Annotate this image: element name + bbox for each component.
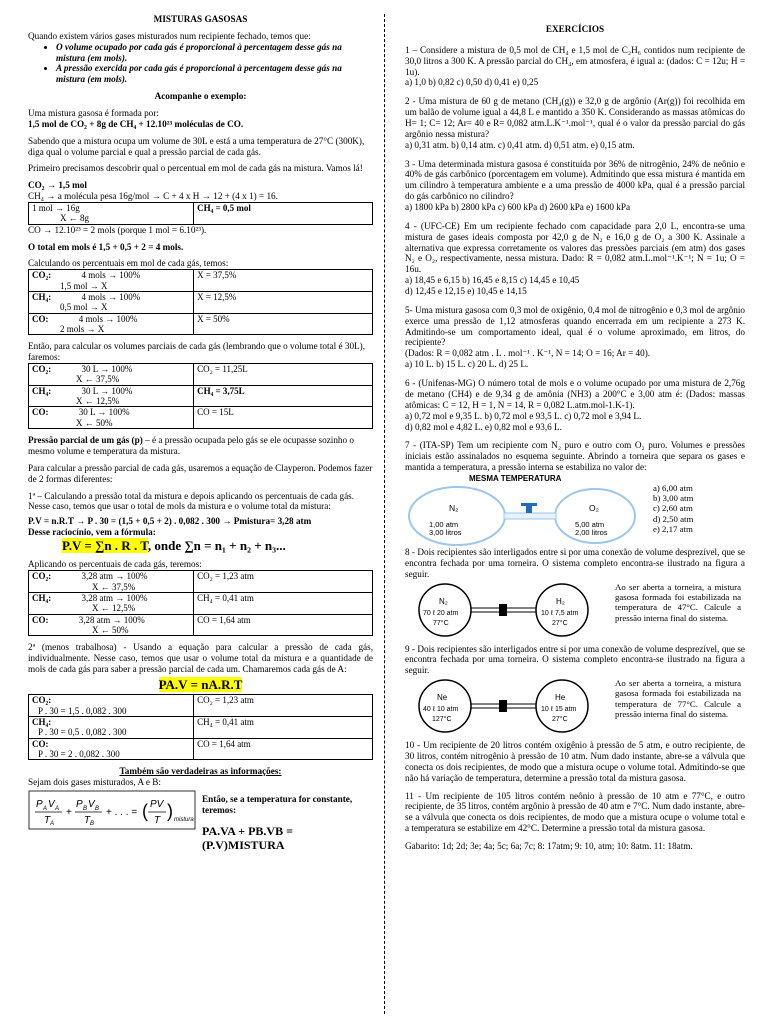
list-item: • O volume ocupado por cada gás é proporcional à percentagem desse gás na mistura (em mols). <box>56 42 373 64</box>
table-cell: 1 mol → 16g X ← 8g <box>29 203 194 225</box>
answer-option: b) 3,00 atm <box>653 493 694 504</box>
svg-text:B: B <box>83 805 88 812</box>
q7-containers-diagram <box>405 473 645 547</box>
svg-text:+: + <box>66 806 72 818</box>
partial-pressure-def: Pressão parcial de um gás (p) – é a pressão ocupada pelo gás se ele ocupasse sozinho o mesmo volume e temperatura da mistura. <box>28 435 355 456</box>
question-11 <box>405 791 745 834</box>
combined-gas-formula-image <box>28 790 196 830</box>
svg-text:Ne: Ne <box>437 693 448 703</box>
volume-intro: Então, para calcular os volumes parciais de cada gás (lembrando que o volume total é 30L), faremos: <box>28 341 366 363</box>
answer-options: a) 0,72 mol e 9,35 L. b) 0,72 mol e 93,5 L. c) 0,72 mol e 3,94 L. <box>405 410 642 421</box>
question-6 <box>405 378 745 432</box>
table-row: CO: 30 L → 100% X ← 50% CO = 15L <box>29 407 373 429</box>
question-10 <box>405 740 745 783</box>
example-paragraph: Sabendo que a mistura ocupa um volume de 30L e está a uma temperatura de 27°C (300K), diga qual o volume parcial e qual a pressão parcial de cada gás. <box>28 135 365 157</box>
formula-partial: PA.V = nA.R.T <box>158 676 243 692</box>
method-1-calc: P.V = n.R.T → P . 30 = (1,5 + 0,5 + 2) . 0,082 . 300 → Pmistura= 3,28 atm <box>28 516 312 527</box>
clayperon-text: Para calcular a pressão parcial de cada gás, usaremos a equação de Clayperon. Podemos fazer de 2 formas diferentes: <box>28 462 373 484</box>
percent-table <box>28 269 373 335</box>
exercises-title: EXERCÍCIOS <box>545 24 605 34</box>
q9-side-text: Ao ser aberta a torneira, a mistura gasosa formada foi estabilizada na temperatura de 77°C. Calcule a pressão interna final do sistema. <box>615 678 741 720</box>
svg-text:127°C: 127°C <box>432 716 452 724</box>
question-text: 10 - Um recipiente de 20 litros contém oxigênio à pressão de 5 atm, e outro recipiente, de 30 litros, contém nitrogênio à pressão de 10 atm. Num dado instante, abre-se a válvula que conecta os dois recipientes, de modo que a mistura ocupe o volume total. Admitindo-se que não há variação de temperatura, determine a pressão total da mistura gasosa. <box>405 740 745 783</box>
question-text: 6 - (Unifenas-MG) O número total de mols e o volume ocupado por uma mistura de 2,76g de metano (CH4) e de 9,34 g de amônia (NH3) a 200°C e 3,00 atm é: (Dados: massas atômicas: C = 12, H = 1, N = 14, R = 0,082 L.atm.mol-1.K-1). <box>405 378 745 410</box>
question-2 <box>405 96 745 150</box>
total-line: O total em mols é 1,5 + 0,5 + 2 = 4 mols. <box>28 241 184 252</box>
constant-temp-text: Então, se a temperatura for constante, teremos: <box>202 793 353 815</box>
co2-line: CO₂ → 1,5 mol <box>28 180 87 191</box>
volume-table <box>28 363 373 429</box>
q8-side-text: Ao ser aberta a torneira, a mistura gasosa formada foi estabilizada na temperatura de 47°C. Calcule a pressão interna final do sistema. <box>615 581 741 623</box>
page-title: MISTURAS GASOSAS <box>153 14 248 24</box>
svg-text:H₂: H₂ <box>556 596 565 606</box>
svg-text:1,00 atm: 1,00 atm <box>429 519 459 529</box>
question-9 <box>405 644 745 735</box>
q9-figure-row <box>405 678 745 734</box>
answer-options: a) 10 L. b) 15 L. c) 20 L. d) 25 L. <box>405 359 529 370</box>
svg-text:N₂: N₂ <box>449 502 459 513</box>
ch4-line: CH₄ → a molécula pesa 16g/mol → C + 4 x H → 12 + (4 x 1) = 16. <box>28 191 278 202</box>
svg-text:PV: PV <box>150 798 164 810</box>
svg-text:A: A <box>50 820 55 827</box>
answer-options: a) 1,0 b) 0,82 c) 0,50 d) 0,41 e) 0,25 <box>405 77 539 88</box>
question-text: 5- Uma mistura gasosa com 0,3 mol de oxigênio, 0,4 mol de nitrogênio e 0,3 mol de argônio exerce uma pressão de 1,12 atmosferas quando encerrada em um recipiente a 273 K. Admitindo-se um comportamento ideal, qual é o volume aproximado, em litros, do recipiente? <box>405 304 745 348</box>
svg-text:): ) <box>167 800 173 821</box>
svg-text:10 ℓ 7,5 atm: 10 ℓ 7,5 atm <box>541 609 579 617</box>
svg-text:A: A <box>55 805 60 812</box>
question-5 <box>405 305 745 370</box>
theory-column <box>28 14 373 852</box>
svg-text:V: V <box>48 798 55 810</box>
ch4-table <box>28 202 373 225</box>
svg-text:T: T <box>154 814 161 826</box>
table-row: CH₄: 4 mols → 100% 0,5 mol → X X = 12,5% <box>29 291 373 313</box>
svg-text:T: T <box>44 814 51 826</box>
table-row: CH₄: 3,28 atm → 100% X ← 12,5% CH₄ = 0,41 atm <box>29 592 373 614</box>
svg-text:A: A <box>43 805 48 812</box>
step-text: Primeiro precisamos descobrir qual o percentual em mol de cada gás na mistura. Vamos lá! <box>28 163 363 174</box>
table-row: CO: 4 mols → 100% 2 mols → X X = 50% <box>29 313 373 335</box>
table-row: CO₂: P . 30 = 1,5 . 0,082 . 300 CO₂ = 1,23 atm <box>29 695 373 717</box>
exercises-column <box>405 14 745 858</box>
properties-list <box>28 42 373 85</box>
question-3 <box>405 159 745 213</box>
example-mixture: 1,5 mol de CO₂ + 8g de CH₄ + 12.10²³ moléculas de CO. <box>28 118 244 129</box>
question-8 <box>405 547 745 638</box>
list-item: • A pressão exercida por cada gás é proporcional à percentagem desse gás na mistura (em mols). <box>56 63 373 85</box>
two-gases-text: Sejam dois gases misturados, A e B: <box>28 777 161 788</box>
q8-figure-row <box>405 582 745 638</box>
table-cell: CH₄ = 0,5 mol <box>194 203 373 225</box>
question-4 <box>405 221 745 297</box>
svg-text:(: ( <box>142 800 148 821</box>
method-2: 2ª (menos trabalhosa) - Usando a equação para calcular a pressão de cada gás, individualmente. Nesse caso, temos que usar o volume total da mistura e a quantidade de mols de cada gás para saber a pressão parcial de cada um. Chamaremos cada gás de A: <box>28 642 373 674</box>
apply-intro: Aplicando os percentuais de cada gás, teremos: <box>28 559 202 570</box>
question-7 <box>405 440 745 547</box>
final-formula-block <box>28 790 373 852</box>
answer-key: Gabarito: 1d; 2d; 3e; 4a; 5c; 6a; 7c; 8: 17atm; 9: 10, atm; 10: 8atm. 11: 18atm. <box>405 840 693 851</box>
answer-option: c) 2,60 atm <box>653 503 693 514</box>
q8-containers-diagram <box>405 582 601 638</box>
answer-options: a) 18,45 e 6,15 b) 16,45 e 8,15 c) 14,45 e 10,45 <box>405 275 580 286</box>
svg-text:P: P <box>76 798 83 810</box>
example-heading: Acompanhe o exemplo: <box>154 91 247 102</box>
co-line: CO → 12.10²³ = 2 mols (porque 1 mol = 6.10²³). <box>28 224 207 235</box>
svg-text:V: V <box>88 798 95 810</box>
intro-text: Quando existem vários gases misturados num recipiente fechado, temos que: <box>28 30 311 41</box>
question-text: 3 - Uma determinada mistura gasosa é constituída por 36% de nitrogênio, 24% de neônio e 40% de gás carbônico (porcentagem em volume). Admitindo que essa mistura é mantida em um cilindro à temperatura ambiente e a uma pressão de 4000 kPa, qual é a pressão parcial do gás carbônico no cilindro? <box>405 158 745 202</box>
svg-text:70 ℓ 20 atm: 70 ℓ 20 atm <box>423 609 459 617</box>
svg-text:mistura: mistura <box>174 816 194 823</box>
answer-options: a) 1800 kPa b) 2800 kPa c) 600 kPa d) 2600 kPa e) 1600 kPa <box>405 202 631 213</box>
svg-text:N₂: N₂ <box>439 596 448 606</box>
answer-option: d) 2,50 atm <box>653 513 694 524</box>
svg-text:B: B <box>90 820 95 827</box>
svg-text:40 ℓ 10 atm: 40 ℓ 10 atm <box>423 706 459 714</box>
table-row: CO: 3,28 atm → 100% X ← 50% CO = 1,64 atm <box>29 614 373 636</box>
question-text: 9 - Dois recipientes são interligados entre si por uma conexão de volume desprezível, que se encontra fechada por uma torneira. O sistema completo encontra-se ilustrado na figura a seguir. <box>405 643 745 676</box>
pct-intro: Calculando os percentuais em mol de cada gás, temos: <box>28 258 229 269</box>
svg-text:O₂: O₂ <box>589 502 599 513</box>
svg-text:MESMA TEMPERATURA: MESMA TEMPERATURA <box>469 473 562 483</box>
question-data: (Dados: R = 0,082 atm . L . mol⁻¹ . K⁻¹, N = 14; O = 16; Ar = 40). <box>405 348 651 359</box>
svg-text:27°C: 27°C <box>552 619 568 627</box>
svg-text:B: B <box>95 805 100 812</box>
answer-options: a) 0,31 atm. b) 0,14 atm. c) 0,41 atm. d) 0,51 atm. e) 0,15 atm. <box>405 139 635 150</box>
question-text: 8 - Dois recipientes são interligados entre si por uma conexão de volume desprezível, que se encontra fechada por uma torneira. O sistema completo encontra-se ilustrado na figura a seguir. <box>405 546 745 579</box>
formula-total: P.V = ∑n . R . T, onde ∑n = n₁ + n₂ + n₃... <box>62 538 286 554</box>
question-text: 11 - Um recipiente de 105 litros contém neônio à pressão de 10 atm e 77°C, e outro recipiente, de 35 litros, contém argônio à pressão de 40 atm e 7°C. Num dado instante, abre-se a válvula que conecta os dois recipientes, de modo que a mistura ocupe o volume total e a temperatura se estabilize em 42°C. Determine a pressão total da mistura gasosa. <box>405 790 745 834</box>
pressure-table <box>28 570 373 636</box>
method-1: 1ª – Calculando a pressão total da mistura e depois aplicando os percentuais de cada gás. Nesse caso, temos que usar o total de mols da mistura e o volume total da mistura: <box>28 490 355 512</box>
individual-table <box>28 694 373 760</box>
svg-text:2,00 litros: 2,00 litros <box>575 527 608 537</box>
svg-text:10 ℓ 15 atm: 10 ℓ 15 atm <box>541 706 577 714</box>
column-divider <box>384 14 385 1014</box>
question-1 <box>405 45 745 88</box>
also-true-heading: Também são verdadeiras as informações: <box>119 766 282 777</box>
q7-figure-row <box>405 473 745 547</box>
svg-text:T: T <box>84 814 91 826</box>
svg-text:5,00 atm: 5,00 atm <box>575 519 605 529</box>
svg-text:77°C: 77°C <box>433 619 449 627</box>
table-row: CO₂: 30 L → 100% X ← 37,5% CO₂ = 11,25L <box>29 364 373 386</box>
q7-options <box>653 483 693 534</box>
answer-option: e) 2,17 atm <box>653 523 693 534</box>
answer-options: d) 12,45 e 12,15 e) 10,45 e 14,15 <box>405 286 527 297</box>
question-text: 7 - (ITA-SP) Tem um recipiente com N₂ puro e outro com O₂ puro. Volumes e pressões iniciais estão assinalados no esquema seguinte. Abrindo a torneira que separa os gases e mantida a temperatura, a pressão interna se estabiliza no valor de: <box>405 440 745 473</box>
example-line: Uma mistura gasosa é formada por: <box>28 108 159 119</box>
answer-options: d) 0,82 mol e 4,82 L. e) 0,82 mol e 93,6 L. <box>405 421 562 432</box>
q9-containers-diagram <box>405 678 601 734</box>
method-1-lead: Desse raciocínio, vem a fórmula: <box>28 527 156 538</box>
svg-text:+ . . . =: + . . . = <box>106 806 138 818</box>
table-row: CO₂: 3,28 atm → 100% X ← 37,5% CO₂ = 1,23 atm <box>29 571 373 593</box>
svg-text:27°C: 27°C <box>552 716 568 724</box>
answer-option: a) 6,00 atm <box>653 482 693 493</box>
table-row: CH₄: 30 L → 100% X ← 12,5% CH₄ = 3,75L <box>29 385 373 407</box>
svg-text:P: P <box>36 798 43 810</box>
formula-constant-temp: PA.VA + PB.VB = (P.V)MISTURA <box>202 823 293 852</box>
question-text: 4 - (UFC-CE) Em um recipiente fechado com capacidade para 2,0 L, encontra-se uma mistura de gases ideais composta por 42,0 g de N₂ e 16,0 g de O₂ a 300 K. Assinale a alternativa que expressa corretamente os valores das pressões parciais (em atm) dos gases N₂ e O₂, respectivamente, nessa mistura. Dado: R = 0,082 atm.L.mol⁻¹.K⁻¹; N = 1u; O = 16u. <box>405 220 745 275</box>
table-row: CO: P . 30 = 2 . 0,082 . 300 CO = 1,64 atm <box>29 738 373 760</box>
table-row: CO₂: 4 mols → 100% 1,5 mol → X X = 37,5% <box>29 270 373 292</box>
table-row: CH₄: P . 30 = 0,5 . 0,082 . 300 CH₄ = 0,41 atm <box>29 716 373 738</box>
svg-text:3,00 litros: 3,00 litros <box>429 527 462 537</box>
question-text: 2 - Uma mistura de 60 g de metano (CH₄(g)) e 32,0 g de argônio (Ar(g)) foi recolhida em um balão de volume igual a 44,8 L e mantido a 350 K. Considerando as massas atômicas do H= 1; C= 12; Ar= 40 e R= 0,082 atm.L.K⁻¹.mol⁻¹, qual é o valor da pressão parcial do gás argônio nessa mistura? <box>405 96 745 139</box>
svg-text:He: He <box>555 693 566 703</box>
question-text: 1 – Considere a mistura de 0,5 mol de CH₄ e 1,5 mol de C₂H₆ contidos num recipiente de 30,0 litros a 300 K. A pressão parcial do CH₄, em atmosfera, é igual a: (dados: C = 12u; H = 1u). <box>405 44 745 77</box>
